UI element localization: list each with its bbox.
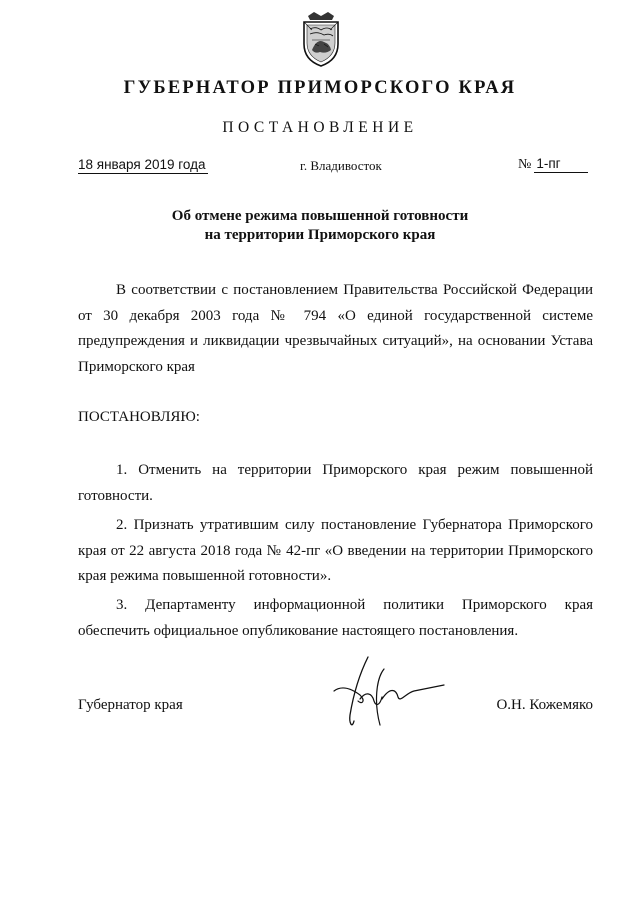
- document-number: [518, 156, 588, 173]
- decree-item-3: 3. Департаменту информационной политики Приморского края обеспечить официальное опубликование настоящего постановления.: [78, 597, 593, 639]
- handwritten-signature: [330, 645, 448, 733]
- preamble-paragraph: В соответствии с постановлением Правительства Российской Федерации от 30 декабря 2003 года № 794 «О единой государственной системе предупреждения и ликвидации чрезвычайных ситуаций», на основании Устава Приморского края: [78, 282, 593, 375]
- document-date: 18 января 2019 года: [78, 157, 206, 172]
- signatory-name: О.Н. Кожемяко: [496, 697, 593, 713]
- decree-item-1: 1. Отменить на территории Приморского края режим повышенной готовности.: [78, 462, 593, 504]
- signatory-position: Губернатор края: [78, 697, 183, 713]
- heading-line-2: на территории Приморского края: [204, 227, 436, 243]
- document-type: ПОСТАНОВЛЕНИЕ: [222, 119, 418, 136]
- document-heading: [0, 207, 640, 245]
- decree-word: ПОСТАНОВЛЯЮ:: [78, 409, 200, 425]
- document-city: г. Владивосток: [300, 158, 382, 173]
- decree-item-2: 2. Признать утратившим силу постановление Губернатора Приморского края от 22 августа 2018 года № 42-пг «О введении на территории Приморского края режима повышенной готовности».: [78, 517, 593, 584]
- coat-of-arms-icon: [300, 10, 342, 68]
- number-sign: №: [518, 157, 532, 172]
- number-value: 1-пг: [534, 156, 588, 173]
- heading-line-1: Об отмене режима повышенной готовности: [171, 208, 469, 224]
- authority-title: ГУБЕРНАТОР ПРИМОРСКОГО КРАЯ: [123, 78, 517, 98]
